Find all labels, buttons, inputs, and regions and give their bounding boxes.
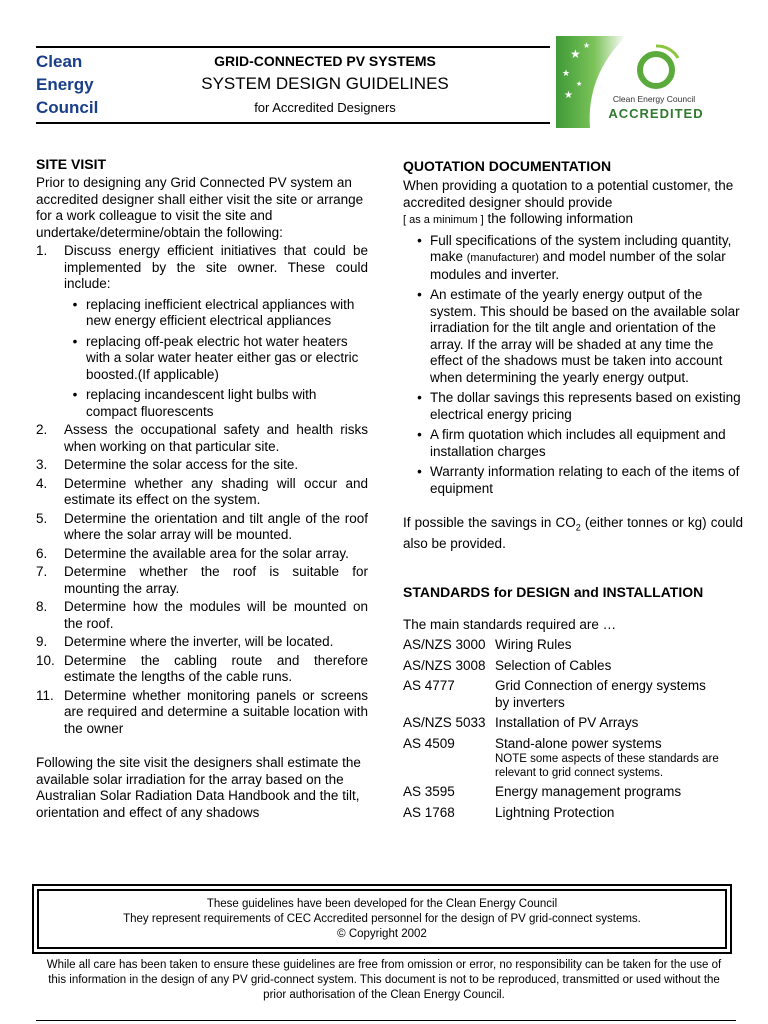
standard-desc: Lightning Protection xyxy=(495,804,615,820)
bullet-icon: • xyxy=(72,333,78,349)
list-item xyxy=(36,476,368,509)
standard-code: AS 4777 xyxy=(403,678,455,694)
logo-badge-text: ACCREDITED xyxy=(608,106,704,121)
list-text: Determine where the inverter, will be located. xyxy=(64,634,334,649)
list-number: 6. xyxy=(36,545,48,561)
co2-text: (either tonnes or kg) could also be provided. xyxy=(403,515,743,552)
svg-text:★: ★ xyxy=(564,90,573,101)
site-visit-intro: Prior to designing any Grid Connected PV system an accredited designer shall either visit the site or arrange for a work colleague to visit the site and undertake/determine/obtain the following: xyxy=(36,175,364,240)
list-number: 9. xyxy=(36,634,48,649)
list-text: Determine the cabling route and therefore estimate the lengths of the cable runs. xyxy=(64,652,368,684)
document-title: GRID-CONNECTED PV SYSTEMS xyxy=(214,53,436,69)
footer-line: These guidelines have been developed for the Clean Energy Council xyxy=(206,898,558,910)
sub-list-item xyxy=(64,387,368,420)
svg-text:★: ★ xyxy=(583,41,591,50)
standard-row xyxy=(403,658,743,675)
svg-text:★: ★ xyxy=(576,80,583,88)
standard-desc: Wiring Rules xyxy=(495,637,572,653)
sub-list-text: replacing inefficient electrical appliances with new energy efficient electrical appliances xyxy=(86,296,355,328)
standard-code: AS/NZS 3000 xyxy=(403,637,486,653)
list-item xyxy=(36,511,368,544)
standard-row xyxy=(403,784,743,801)
list-number: 4. xyxy=(36,475,48,491)
section-heading: STANDARDS for DESIGN and INSTALLATION xyxy=(403,583,704,600)
standards-note: NOTE some aspects of these standards are relevant to grid connect systems. xyxy=(495,753,719,780)
standard-row xyxy=(403,678,743,711)
co2-text: If possible the savings in CO xyxy=(403,515,576,530)
list-number: 5. xyxy=(36,510,48,526)
header-rule-top xyxy=(36,46,550,48)
standard-code: AS 1768 xyxy=(403,804,455,820)
quotation-intro-qualifier: [ as a minimum ] xyxy=(403,214,484,226)
section-heading: QUOTATION DOCUMENTATION xyxy=(403,158,612,174)
list-text: Discuss energy efficient initiatives that could be implemented by the site owner. These could include: xyxy=(64,243,368,291)
sub-list-text: replacing incandescent light bulbs with compact fluorescents xyxy=(86,387,317,419)
bullet-icon: • xyxy=(417,390,422,405)
bullet-icon: • xyxy=(417,427,422,442)
list-item xyxy=(36,599,368,632)
list-text: A firm quotation which includes all equipment and installation charges xyxy=(430,427,726,459)
list-text-qualifier: (manufacturer) xyxy=(466,252,539,264)
accredited-logo xyxy=(556,36,718,128)
brand-line: Council xyxy=(36,98,99,117)
list-text: Determine whether any shading will occur and estimate its effect on the system. xyxy=(64,475,368,507)
standard-desc: Installation of PV Arrays xyxy=(495,715,639,731)
sub-list-item xyxy=(64,334,368,384)
list-item xyxy=(409,464,743,497)
disclaimer: While all care has been taken to ensure these guidelines are free from omission or error, no responsibility can be taken for the use of this information in the design of any PV grid-connect system. This document is not to be reproduced, transmitted or used without the prior authorisation of the Clean Energy Council. xyxy=(46,959,722,1001)
brand-line: Clean xyxy=(36,52,83,71)
standard-desc: Stand-alone power systems xyxy=(495,735,662,751)
co2-savings-note xyxy=(403,515,743,553)
section-heading: SITE VISIT xyxy=(36,156,107,172)
list-number: 8. xyxy=(36,599,48,614)
list-number: 2. xyxy=(36,422,48,437)
bullet-icon: • xyxy=(417,232,422,248)
list-text: The dollar savings this represents based on existing electrical energy pricing xyxy=(430,390,741,422)
bullet-icon: • xyxy=(417,287,422,302)
standard-code: AS 4509 xyxy=(403,735,455,751)
standard-code: AS 3595 xyxy=(403,784,455,800)
list-item xyxy=(409,427,743,460)
standard-desc: Selection of Cables xyxy=(495,657,612,673)
brand-line: Energy xyxy=(36,75,94,94)
footer-line: They represent requirements of CEC Accredited personnel for the design of PV grid-connect systems. xyxy=(123,913,641,925)
svg-text:★: ★ xyxy=(570,47,581,61)
standard-desc: Grid Connection of energy systems by inverters xyxy=(495,678,706,710)
copyright: © Copyright 2002 xyxy=(337,928,427,940)
list-text: An estimate of the yearly energy output of the system. This should be based on the available solar irradiation for the tilt angle and orientation of the array. If the array will be shaded at any time the effect of the shadows must be taken into account when determining the yearly energy output. xyxy=(430,287,740,385)
list-item xyxy=(409,390,743,423)
bullet-icon: • xyxy=(72,387,78,402)
sub-list-item xyxy=(64,297,368,330)
standards-intro: The main standards required are … xyxy=(403,616,617,632)
list-text: Determine whether monitoring panels or screens are required and determine a suitable location with the owner xyxy=(64,687,368,736)
bullet-icon: • xyxy=(72,296,78,312)
standard-row xyxy=(403,637,743,654)
list-item xyxy=(36,564,368,597)
list-item xyxy=(409,287,743,386)
list-item xyxy=(409,233,743,284)
list-number: 10. xyxy=(36,652,55,668)
list-item xyxy=(36,546,368,563)
sub-list-text: replacing off-peak electric hot water heaters with a solar water heater either gas or electric boosted.(If applicable) xyxy=(86,333,359,382)
quotation-intro xyxy=(403,178,743,229)
site-visit-section xyxy=(36,155,368,821)
list-item xyxy=(36,653,368,686)
list-text: Warranty information relating to each of the items of equipment xyxy=(430,464,740,496)
list-number: 3. xyxy=(36,457,48,472)
header-rule-bottom xyxy=(36,122,550,124)
site-visit-closing: Following the site visit the designers shall estimate the available solar irradiation for the array based on the Australian Solar Radiation Data Handbook and the tilt, orientation and effect of any shadows xyxy=(36,755,361,820)
list-item xyxy=(36,688,368,738)
right-column xyxy=(403,157,743,821)
list-number: 7. xyxy=(36,564,48,579)
list-number: 1. xyxy=(36,243,48,258)
standard-code: AS/NZS 3008 xyxy=(403,657,486,673)
bottom-rule xyxy=(36,1020,736,1021)
document-subtitle: SYSTEM DESIGN GUIDELINES xyxy=(201,74,449,93)
list-item xyxy=(36,634,368,651)
list-text: Determine whether the roof is suitable for mounting the array. xyxy=(64,564,368,596)
standard-code: AS/NZS 5033 xyxy=(403,715,486,731)
list-item xyxy=(36,422,368,455)
brand-name xyxy=(36,50,146,119)
list-text-part: and model number of the solar modules and inverter. xyxy=(430,249,726,282)
list-item xyxy=(36,457,368,474)
standard-row xyxy=(403,715,743,732)
standard-desc: Energy management programs xyxy=(495,784,682,800)
quotation-intro-end: the following information xyxy=(483,211,634,226)
list-text: Determine the solar access for the site. xyxy=(64,457,299,472)
list-item xyxy=(36,243,368,293)
quotation-intro-text: When providing a quotation to a potential customer, the accredited designer should provide xyxy=(403,178,734,210)
standard-row xyxy=(403,736,743,753)
footer-box xyxy=(37,889,727,949)
list-text: Assess the occupational safety and health risks when working on that particular site. xyxy=(64,422,368,454)
list-number: 11. xyxy=(36,687,54,703)
document-audience: for Accredited Designers xyxy=(254,100,396,115)
co2-subscript: 2 xyxy=(575,522,581,533)
list-text xyxy=(430,233,743,284)
logo-org-name: Clean Energy Council xyxy=(612,94,696,104)
bullet-icon: • xyxy=(417,464,422,479)
svg-text:★: ★ xyxy=(562,69,571,79)
list-text: Determine the orientation and tilt angle of the roof where the solar array will be mounted. xyxy=(64,510,368,542)
standard-row xyxy=(403,805,743,822)
list-text: Determine the available area for the solar array. xyxy=(64,545,349,561)
list-text-part: Full specifications of the system including quantity, make xyxy=(430,232,732,264)
list-text: Determine how the modules will be mounted on the roof. xyxy=(64,599,368,631)
